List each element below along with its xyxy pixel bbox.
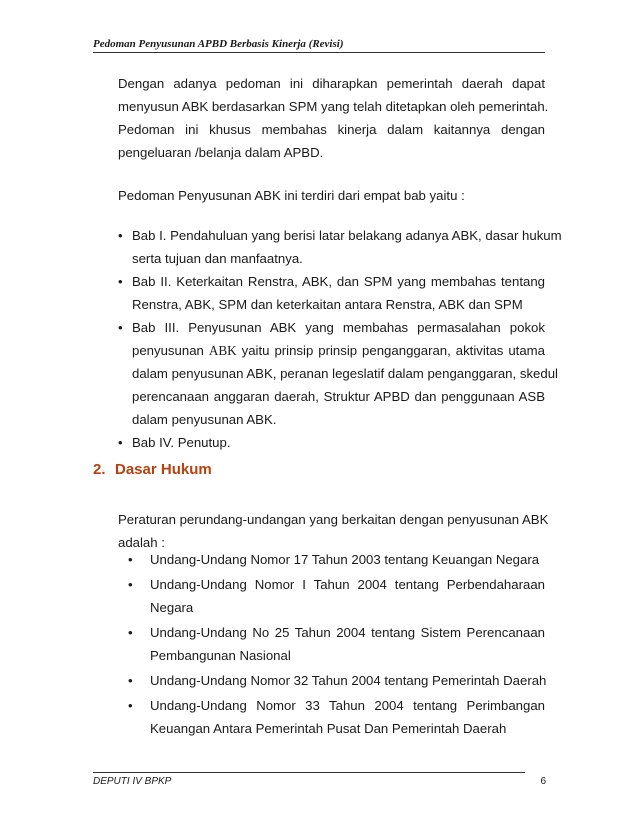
chapter-item	[118, 316, 558, 431]
law-line: Keuangan Antara Pemerintah Pusat Dan Pemerintah Daerah	[150, 721, 507, 736]
law-item	[128, 548, 545, 571]
law-list	[128, 548, 545, 740]
chapter-item	[118, 224, 562, 270]
chapter-line: Bab IV. Penutup.	[132, 435, 231, 450]
bullet-icon: •	[128, 673, 133, 688]
structure-lead	[118, 184, 545, 207]
chapter-item	[118, 270, 545, 316]
chapter-line: dalam penyusunan ABK, peranan legeslatif dalam penganggaran, skedul	[132, 366, 558, 381]
chapter-line-part: yaitu prinsip prinsip penganggaran, aktivitas utama	[236, 343, 545, 358]
section-heading	[93, 461, 212, 478]
laws-intro-line: Peraturan perundang-undangan yang berkaitan dengan penyusunan ABK	[118, 512, 549, 527]
section-title-text: Dasar Hukum	[115, 461, 212, 478]
bullet-icon: •	[118, 435, 123, 450]
chapter-line-part: penyusunan	[132, 343, 209, 358]
chapter-item	[118, 431, 545, 454]
bullet-icon: •	[128, 577, 133, 592]
chapter-line: Bab III. Penyusunan ABK yang membahas permasalahan pokok	[132, 320, 545, 335]
law-line: Undang-Undang Nomor 17 Tahun 2003 tentang Keuangan Negara	[150, 552, 540, 567]
structure-lead-text: Pedoman Penyusunan ABK ini terdiri dari empat bab yaitu :	[118, 188, 465, 203]
law-line: Negara	[150, 600, 194, 615]
chapter-line: serta tujuan dan manfaatnya.	[132, 251, 303, 266]
intro-line: menyusun ABK berdasarkan SPM yang telah ditetapkan oleh pemerintah.	[118, 99, 549, 114]
law-line: Undang-Undang Nomor 32 Tahun 2004 tentang Pemerintah Daerah	[150, 673, 547, 688]
law-line: Undang-Undang Nomor I Tahun 2004 tentang Perbendaharaan	[150, 577, 545, 592]
footer-organization: DEPUTI IV BPKP	[93, 776, 172, 787]
chapter-line: Bab I. Pendahuluan yang berisi latar belakang adanya ABK, dasar hukum	[132, 228, 562, 243]
bullet-icon: •	[118, 274, 123, 289]
bullet-icon: •	[118, 320, 123, 335]
page-header-title: Pedoman Penyusunan APBD Berbasis Kinerja (Revisi)	[93, 38, 344, 50]
laws-intro-line: adalah :	[118, 535, 165, 550]
law-line: Pembangunan Nasional	[150, 648, 291, 663]
law-item	[128, 669, 545, 692]
chapter-line: dalam penyusunan ABK.	[132, 412, 277, 427]
intro-paragraph	[118, 72, 549, 164]
footer-divider	[93, 772, 525, 773]
law-line: Undang-Undang No 25 Tahun 2004 tentang Sistem Perencanaan	[150, 625, 545, 640]
chapter-line: Renstra, ABK, SPM dan keterkaitan antara Renstra, ABK dan SPM	[132, 297, 523, 312]
section-number: 2.	[93, 461, 106, 478]
chapter-list	[118, 224, 562, 454]
bullet-icon: •	[128, 698, 133, 713]
intro-line: Dengan adanya pedoman ini diharapkan pemerintah daerah dapat	[118, 76, 545, 91]
abk-serif-text: ABK	[208, 343, 237, 358]
page-number: 6	[540, 776, 546, 787]
bullet-icon: •	[128, 625, 133, 640]
law-item	[128, 573, 545, 619]
law-item	[128, 621, 545, 667]
intro-line: Pedoman ini khusus membahas kinerja dalam kaitannya dengan	[118, 122, 545, 137]
chapter-line	[132, 339, 545, 362]
bullet-icon: •	[128, 552, 133, 567]
law-item	[128, 694, 545, 740]
header-divider	[93, 52, 545, 53]
law-line: Undang-Undang Nomor 33 Tahun 2004 tentang Perimbangan	[150, 698, 545, 713]
intro-line: pengeluaran /belanja dalam APBD.	[118, 145, 324, 160]
chapter-line: Bab II. Keterkaitan Renstra, ABK, dan SPM yang membahas tentang	[132, 274, 545, 289]
bullet-icon: •	[118, 228, 123, 243]
chapter-line: perencanaan anggaran daerah, Struktur APBD dan penggunaan ASB	[132, 389, 545, 404]
